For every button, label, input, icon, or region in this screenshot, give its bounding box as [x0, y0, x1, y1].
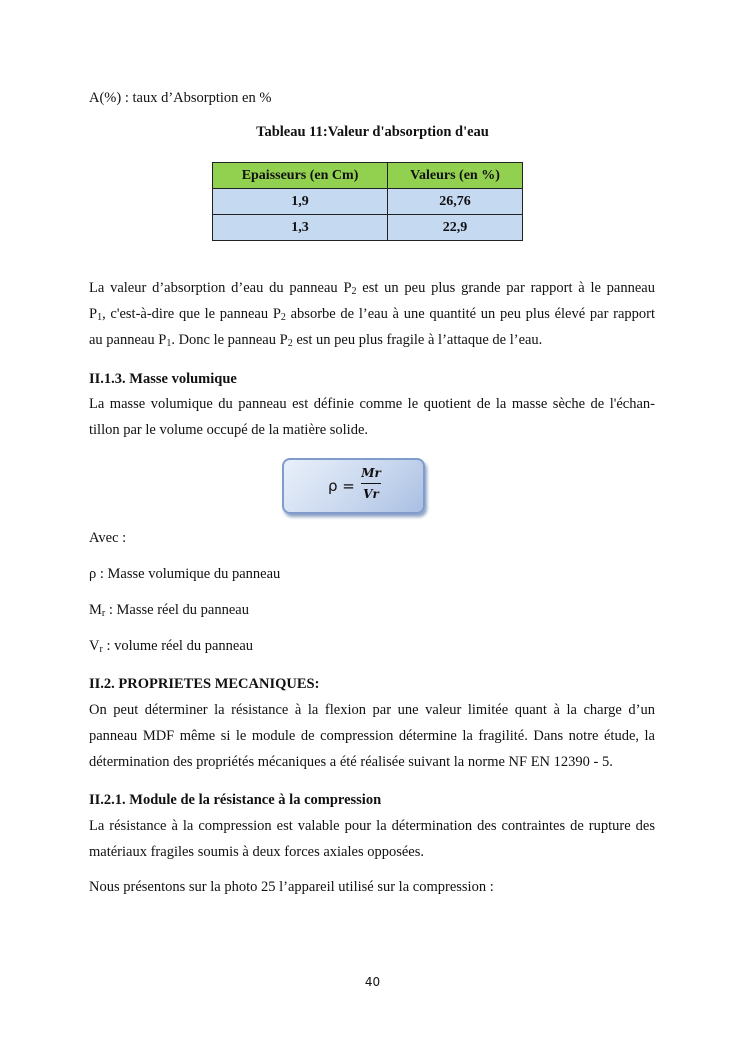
avec-label: Avec : [89, 530, 127, 546]
definition-mr: $M_r$ : Masse réel du panneau [89, 602, 249, 619]
absorption-definition: A(%) : taux d’Absorption en % [89, 90, 272, 106]
table-header-row [213, 163, 523, 189]
table-header-cell: Valeurs (en %) [388, 163, 523, 189]
paragraph-line: La masse volumique du panneau est définie comme le quotient de la masse sèche de l'échan- [89, 396, 655, 412]
section-heading-proprietes-mecaniques: II.2. PROPRIETES MECANIQUES: [89, 676, 320, 692]
paragraph-line: panneau MDF même si le module de compression détermine la fragilité. Dans notre étude, la [89, 728, 655, 744]
definition-vr: $V_r$ : volume réel du panneau [89, 638, 254, 655]
formula-lhs: ρ = [328, 477, 355, 495]
section-heading-compression: II.2.1. Module de la résistance à la compression [89, 792, 382, 808]
table-cell: 1,9 [213, 189, 388, 215]
table-row [213, 189, 523, 215]
paragraph-line: $P_1$, c'est-à-dire que le panneau $P_2$ absorbe de l’eau à une quantité un peu plus élevé par rapport [89, 306, 655, 323]
page-number: 40 [364, 975, 381, 989]
absorption-table [212, 162, 523, 241]
fraction-bar [361, 483, 381, 484]
table-caption: Tableau 11:Valeur d'absorption d'eau [256, 124, 489, 140]
table-cell: 26,76 [388, 189, 523, 215]
paragraph-line: Nous présentons sur la photo 25 l’appareil utilisé sur la compression : [89, 879, 494, 895]
paragraph-line: tillon par le volume occupé de la matière solide. [89, 422, 369, 438]
paragraph-line: au panneau $P_1$. Donc le panneau $P_2$ est un peu plus fragile à l’attaque de l’eau. [89, 332, 543, 349]
density-formula-box [282, 458, 425, 514]
table-row [213, 215, 523, 241]
paragraph-line: On peut déterminer la résistance à la flexion par une valeur limitée quant à la charge d’un [89, 702, 655, 718]
formula-denominator: Vr [363, 487, 379, 501]
formula-numerator: Mr [361, 466, 381, 480]
formula-fraction [361, 465, 381, 502]
paragraph-line: La résistance à la compression est valable pour la détermination des contraintes de rupture des [89, 818, 655, 834]
paragraph-line: matériaux fragiles soumis à deux forces axiales opposées. [89, 844, 425, 860]
table-cell: 1,3 [213, 215, 388, 241]
definition-rho: ρ : Masse volumique du panneau [89, 566, 281, 582]
paragraph-line: La valeur d’absorption d’eau du panneau $P_2$ est un peu plus grande par rapport à le panneau [89, 280, 655, 297]
table-cell: 22,9 [388, 215, 523, 241]
section-heading-masse-volumique: II.1.3. Masse volumique [89, 371, 237, 387]
paragraph-line: détermination des propriétés mécaniques a été réalisée suivant la norme NF EN 12390 - 5. [89, 754, 613, 770]
table-header-cell: Epaisseurs (en Cm) [213, 163, 388, 189]
